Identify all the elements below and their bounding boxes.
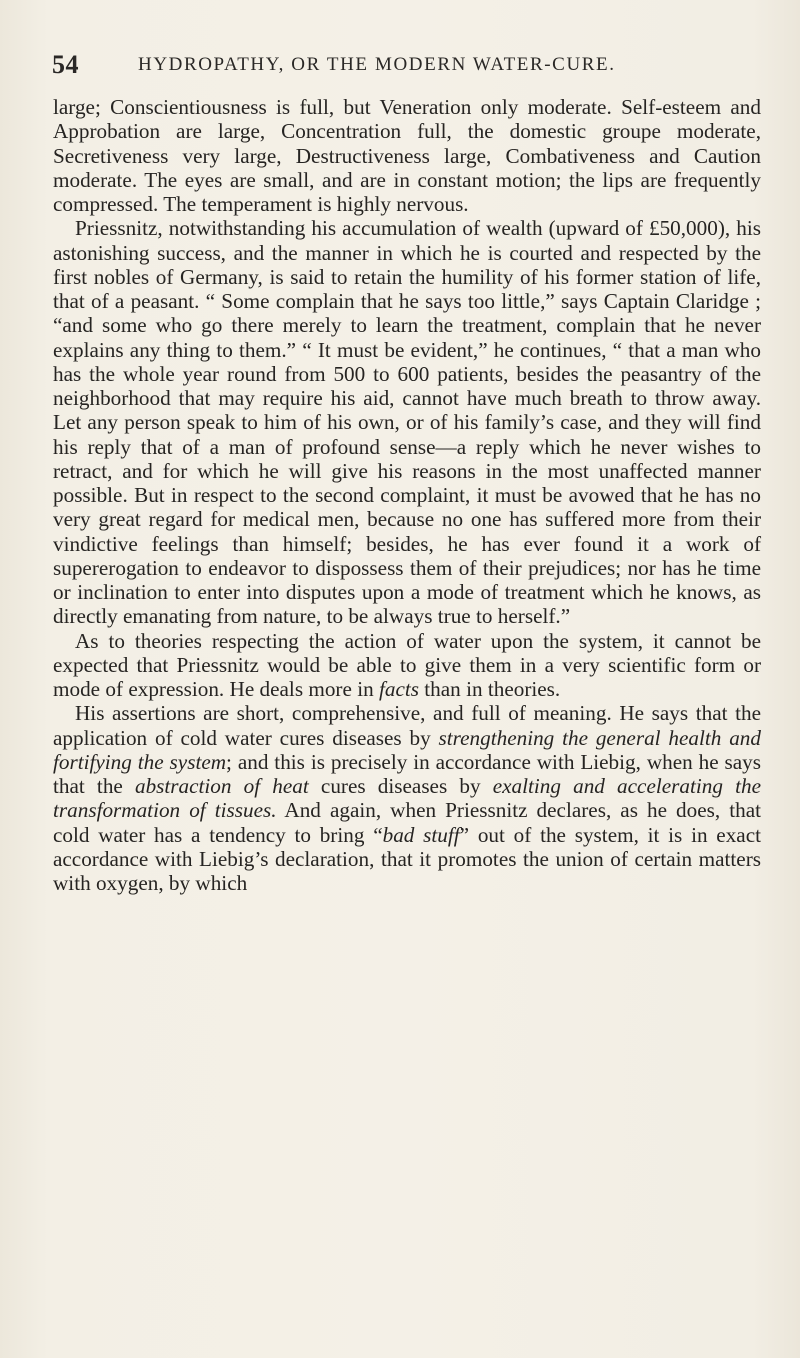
paragraph-4-seg-5: ” out of the system, it is in exact accordance with Liebig’s declaration, that it promotes the union of certain matters with oxygen, by which — [53, 822, 761, 895]
italic-bad-stuff: bad stuff — [382, 822, 460, 847]
paragraph-1: large; Conscientiousness is full, but Veneration only moderate. Self-esteem and Approbation are large, Concentration full, the domestic groupe moderate, Secretiveness very large, Destructiveness large, Combativeness and Caution moderate. The eyes are small, and are in constant motion; the lips are frequently compressed. The temperament is highly nervous. — [53, 95, 761, 216]
body-text — [53, 95, 761, 895]
italic-exalting: exalting and accelerating the transformation of tissues. — [53, 774, 761, 823]
paragraph-4-seg-4: And again, when Priessnitz declares, as he does, that cold water has a tendency to bring “ — [53, 798, 761, 847]
page-header — [52, 50, 760, 80]
italic-strengthening: strengthening the general health and fortifying the system — [53, 725, 761, 774]
paragraph-3-text: As to theories respecting the action of water upon the system, it cannot be expected that Priessnitz would be able to give them in a very scientific form or mode of expression. He deals more in — [53, 628, 761, 701]
running-title: HYDROPATHY, OR THE MODERN WATER-CURE. — [138, 54, 616, 75]
paragraph-3-text-end: than in theories. — [419, 677, 561, 701]
paragraph-4-seg-3: cures diseases by — [308, 774, 493, 798]
paragraph-4-seg-1: His assertions are short, comprehensive, and full of meaning. He says that the application of cold water cures diseases by — [53, 701, 761, 750]
paragraph-4 — [53, 701, 761, 895]
italic-abstraction-of-heat: abstraction of heat — [134, 774, 309, 798]
paragraph-3 — [53, 629, 761, 702]
paragraph-4-seg-2: ; and this is precisely in accordance with Liebig, when he says that the — [53, 749, 761, 798]
page-number: 54 — [52, 50, 79, 79]
paragraph-2: Priessnitz, notwithstanding his accumulation of wealth (upward of £50,000), his astonishing success, and the manner in which he is courted and respected by the first nobles of Germany, is said to retain the humility of his former station of life, that of a peasant. “ Some complain that he says too little,” says Captain Claridge ; “and some who go there merely to learn the treatment, complain that he never explains any thing to them.” “ It must be evident,” he continues, “ that a man who has the whole year round from 500 to 600 patients, besides the peasantry of the neighborhood that may require his aid, cannot have much breath to throw away. Let any person speak to him of his own, or of his family’s case, and they will find his reply that of a man of profound sense—a reply which he never wishes to retract, and for which he will give his reasons in the most unaffected manner possible. But in respect to the second complaint, it must be avowed that he has no very great regard for medical men, because no one has suffered more from their vindictive feelings than himself; besides, he has ever found it a work of supererogation to endeavor to dispossess them of their prejudices; nor has he time or inclination to enter into disputes upon a mode of treatment which he knows, as directly emanating from nature, to be always true to herself.” — [53, 216, 761, 629]
italic-facts: facts — [378, 677, 419, 701]
